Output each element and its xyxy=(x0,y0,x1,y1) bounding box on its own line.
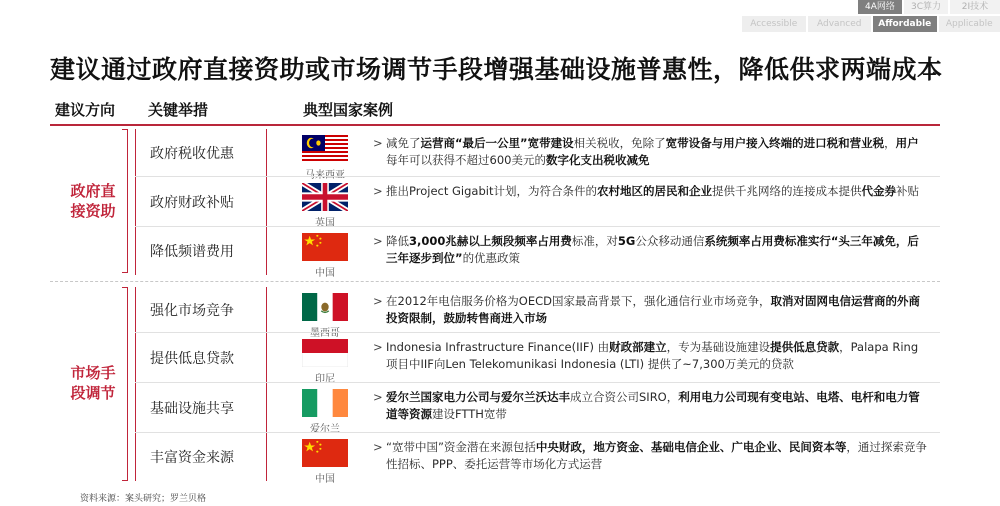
bullet-arrow-icon: > xyxy=(373,184,383,198)
nav-tab-4a[interactable]: 4A网络 xyxy=(858,0,902,14)
text-segment: 补贴 xyxy=(895,184,919,198)
country-cell xyxy=(300,339,350,386)
text-segment: 的优惠政策 xyxy=(462,251,521,265)
highlight-text: 爱尔兰国家电力公司与爱尔兰沃达丰 xyxy=(386,390,570,404)
highlight-text: 用户 xyxy=(895,136,919,150)
highlight-text: 宽带设备与用户接入终端的进口税和营业税 xyxy=(665,136,885,150)
country-cell xyxy=(300,389,350,436)
measure-label: 强化市场竞争 xyxy=(150,303,234,319)
country-name: 马来西亚 xyxy=(305,170,345,181)
case-row xyxy=(135,333,940,383)
highlight-text: 5G xyxy=(617,234,636,248)
china-flag-icon xyxy=(302,439,348,467)
country-name: 英国 xyxy=(315,218,335,229)
country-cell xyxy=(300,439,350,486)
highlight-text: 财政部建立 xyxy=(609,340,667,354)
text-segment: ，通过探索竞争性招标、PPP、委托运营等市场化方式运营 xyxy=(386,440,927,471)
measure-label: 丰富资金来源 xyxy=(150,450,234,466)
uk-flag-icon xyxy=(302,183,348,211)
case-text xyxy=(373,389,928,423)
case-row xyxy=(135,433,940,485)
group-label-line: 段调节 xyxy=(70,384,116,402)
case-text xyxy=(373,183,928,200)
group-label xyxy=(68,181,118,221)
country-name: 中国 xyxy=(315,474,335,485)
bullet-arrow-icon: > xyxy=(373,294,383,308)
measure-label: 基础设施共享 xyxy=(150,401,234,417)
case-description xyxy=(373,183,928,200)
measure-cell xyxy=(135,333,267,383)
nav-tab-2i[interactable]: 2I技术 xyxy=(950,0,1000,14)
highlight-text: 系统频率占用费标准实行“头三年减免，后三年逐步到位” xyxy=(386,234,919,265)
highlight-text: 取消对固网电信运营商的外商投资限制，鼓励转售商进入市场 xyxy=(386,294,920,325)
text-segment: Indonesia Infrastructure Finance(IIF) 由 xyxy=(386,340,610,354)
case-description xyxy=(373,135,928,169)
nav-tabs xyxy=(742,0,1000,14)
country-cell xyxy=(300,135,350,182)
measure-cell xyxy=(135,287,267,333)
country-cell xyxy=(300,233,350,280)
bullet-arrow-icon: > xyxy=(373,234,383,248)
subtab-advanced[interactable]: Advanced xyxy=(808,16,872,32)
column-header-measures: 关键举措 xyxy=(148,101,209,119)
text-segment: 提供千兆网络的连接成本提供 xyxy=(711,184,862,198)
text-segment: 成立合资公司SIRO， xyxy=(570,390,679,404)
bullet-arrow-icon: > xyxy=(373,440,383,454)
highlight-text: 提供低息贷款 xyxy=(770,340,840,354)
country-name: 爱尔兰 xyxy=(310,424,340,435)
group-label-line: 接资助 xyxy=(70,202,116,220)
case-text xyxy=(373,135,928,169)
case-description xyxy=(373,389,928,423)
country-name: 印尼 xyxy=(315,374,335,385)
case-row xyxy=(135,177,940,227)
bullet-arrow-icon: > xyxy=(373,136,383,150)
case-description xyxy=(373,233,928,267)
bullet-arrow-icon: > xyxy=(373,340,383,354)
measure-label: 降低频谱费用 xyxy=(150,244,234,260)
group-label-line: 政府直 xyxy=(70,182,116,200)
case-description xyxy=(373,339,928,373)
subtab-affordable[interactable]: Affordable xyxy=(873,16,937,32)
measure-cell xyxy=(135,129,267,177)
china-flag-icon xyxy=(302,233,348,261)
case-description xyxy=(373,293,928,327)
group-label xyxy=(68,363,118,403)
text-segment: ，Palapa Ring项目中IIF向Len Telekomunikasi Indonesia (LTI) 提供了~7,300万美元的贷款 xyxy=(386,340,919,371)
column-header-direction: 建议方向 xyxy=(55,101,116,119)
measure-label: 政府税收优惠 xyxy=(150,146,234,162)
source-note: 资料来源：案头研究；罗兰贝格 xyxy=(80,494,207,504)
highlight-text: “最后一公里”宽带建设 xyxy=(455,136,574,150)
group-label-line: 市场手 xyxy=(70,364,116,382)
nav-subtabs xyxy=(742,16,1000,32)
case-row xyxy=(135,227,940,279)
measure-cell xyxy=(135,433,267,481)
ireland-flag-icon xyxy=(302,389,348,417)
group-separator xyxy=(50,281,940,282)
text-segment: 标准，对 xyxy=(571,234,618,248)
bullet-arrow-icon: > xyxy=(373,390,383,404)
text-segment: “宽带中国”资金潜在来源包括 xyxy=(386,440,536,454)
highlight-text: 中央财政，地方资金、基础电信企业、广电企业、民间资本等 xyxy=(535,440,847,454)
highlight-text: 利用电力公司现有变电站、电塔、电杆和电力管道等资源 xyxy=(386,390,920,421)
text-segment: 推出Project Gigabit计划，为符合条件的 xyxy=(386,184,597,198)
case-row xyxy=(135,383,940,433)
highlight-text: 代金券 xyxy=(861,184,896,198)
header-divider xyxy=(50,124,940,126)
mexico-flag-icon xyxy=(302,293,348,321)
column-header-cases: 典型国家案例 xyxy=(303,101,394,119)
measure-cell xyxy=(135,383,267,433)
measure-label: 政府财政补贴 xyxy=(150,195,234,211)
nav-tab-3c[interactable]: 3C算力 xyxy=(904,0,948,14)
measure-cell xyxy=(135,177,267,227)
malaysia-flag-icon xyxy=(302,135,348,163)
case-text xyxy=(373,293,928,327)
case-text xyxy=(373,339,928,373)
text-segment: 每年可以获得不超过600美元的 xyxy=(386,153,546,167)
page-title: 建议通过政府直接资助或市场调节手段增强基础设施普惠性，降低供求两端成本 xyxy=(50,55,943,84)
text-segment: 降低 xyxy=(386,234,409,248)
text-segment: 相关税收，免除了 xyxy=(573,136,666,150)
highlight-text: 数字化支出税收减免 xyxy=(545,153,650,167)
indonesia-flag-icon xyxy=(302,339,348,367)
case-text xyxy=(373,233,928,267)
country-name: 墨西哥 xyxy=(310,328,340,339)
case-text xyxy=(373,439,928,473)
text-segment: 建设FTTH宽带 xyxy=(432,407,507,421)
highlight-text: 农村地区的居民和企业 xyxy=(596,184,712,198)
subtab-accessible[interactable]: Accessible xyxy=(742,16,806,32)
case-row xyxy=(135,287,940,339)
group-market-regulation xyxy=(50,287,130,481)
text-segment: 减免了 xyxy=(386,136,421,150)
text-segment: ，专为基础设施建设 xyxy=(666,340,771,354)
subtab-applicable[interactable]: Applicable xyxy=(939,16,1000,32)
measure-cell xyxy=(135,227,267,275)
highlight-text: 运营商 xyxy=(420,136,455,150)
case-description xyxy=(373,439,928,473)
case-row xyxy=(135,129,940,181)
country-cell xyxy=(300,183,350,230)
country-name: 中国 xyxy=(315,268,335,279)
highlight-text: 3,000兆赫以上频段频率占用费 xyxy=(409,234,572,248)
group-government-funding xyxy=(50,129,130,273)
text-segment: 在2012年电信服务价格为OECD国家最高背景下，强化通信行业市场竞争， xyxy=(386,294,771,308)
text-segment: 公众移动通信 xyxy=(635,234,705,248)
measure-label: 提供低息贷款 xyxy=(150,351,234,367)
top-navigation xyxy=(742,0,1000,32)
text-segment: ， xyxy=(884,136,896,150)
